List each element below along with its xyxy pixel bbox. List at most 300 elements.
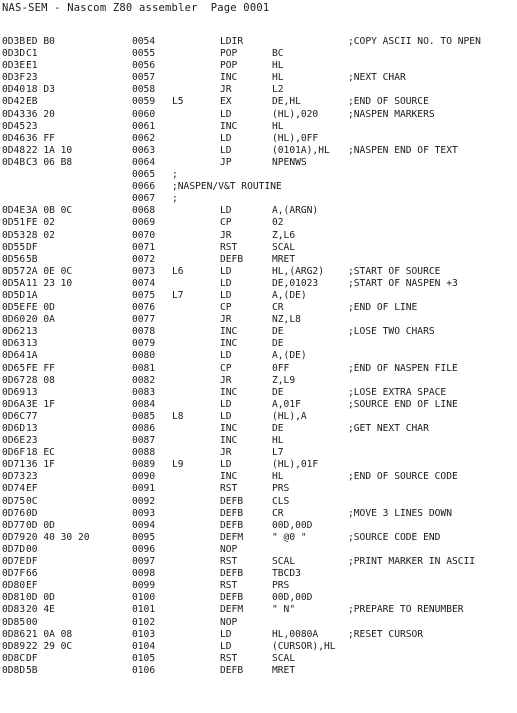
- line-number: 0073: [132, 265, 156, 277]
- object-code: 5B: [26, 253, 38, 265]
- address: 0D6A: [2, 398, 26, 410]
- mnemonic: CP: [220, 217, 232, 229]
- listing-row: [0, 592, 517, 604]
- line-number: 0084: [132, 398, 156, 410]
- line-number: 0058: [132, 84, 156, 96]
- mnemonic: CP: [220, 362, 232, 374]
- line-number: 0091: [132, 483, 156, 495]
- listing-row: [0, 508, 517, 520]
- label: ;: [172, 193, 178, 205]
- line-number: 0094: [132, 519, 156, 531]
- listing-row: [0, 568, 517, 580]
- mnemonic: DEFB: [220, 592, 244, 604]
- address: 0D8C: [2, 652, 26, 664]
- operand: (HL),0FF: [272, 132, 319, 144]
- line-number: 0063: [132, 144, 156, 156]
- address: 0D56: [2, 253, 26, 265]
- comment: ;NASPEN MARKERS: [348, 108, 435, 120]
- operand: HL: [272, 435, 284, 447]
- operand: (0101A),HL: [272, 144, 330, 156]
- address: 0D81: [2, 592, 26, 604]
- line-number: 0066: [132, 181, 156, 193]
- object-code: 23: [26, 72, 38, 84]
- label: L9: [172, 459, 184, 471]
- object-code: 1A: [26, 350, 38, 362]
- listing-row: [0, 496, 517, 508]
- address: 0D40: [2, 84, 26, 96]
- operand: 0FF: [272, 362, 290, 374]
- line-number: 0082: [132, 374, 156, 386]
- operand: MRET: [272, 664, 296, 676]
- label: L7: [172, 289, 184, 301]
- mnemonic: NOP: [220, 616, 238, 628]
- address: 0D71: [2, 459, 26, 471]
- object-code: EB: [26, 96, 38, 108]
- listing-row: [0, 72, 517, 84]
- line-number: 0097: [132, 556, 156, 568]
- address: 0D5E: [2, 302, 26, 314]
- mnemonic: LDIR: [220, 36, 244, 47]
- comment: ;PREPARE TO RENUMBER: [348, 604, 464, 616]
- listing-row: [0, 181, 517, 193]
- mnemonic: JR: [220, 84, 232, 96]
- object-code: 23: [26, 120, 38, 132]
- operand: A,(DE): [272, 289, 307, 301]
- mnemonic: EX: [220, 96, 232, 108]
- address: 0D51: [2, 217, 26, 229]
- object-code: 13: [26, 338, 38, 350]
- operand: A,(DE): [272, 350, 307, 362]
- address: 0D3D: [2, 48, 26, 60]
- object-code: FE 02: [26, 217, 55, 229]
- object-code: 20 40 30 20: [26, 531, 90, 543]
- object-code: C3 06 B8: [26, 156, 73, 168]
- object-code: 11 23 10: [26, 277, 73, 289]
- line-number: 0057: [132, 72, 156, 84]
- line-number: 0055: [132, 48, 156, 60]
- mnemonic: DEFM: [220, 604, 244, 616]
- listing-row: [0, 556, 517, 568]
- mnemonic: LD: [220, 205, 232, 217]
- object-code: 3A 0B 0C: [26, 205, 73, 217]
- listing-row: [0, 121, 517, 133]
- mnemonic: INC: [220, 386, 238, 398]
- mnemonic: INC: [220, 435, 238, 447]
- listing-row: [0, 326, 517, 338]
- operand: PRS: [272, 483, 290, 495]
- line-number: 0067: [132, 193, 156, 205]
- operand: " @0 ": [272, 531, 307, 543]
- address: 0D57: [2, 265, 26, 277]
- listing-row: [0, 532, 517, 544]
- comment: ;LOSE TWO CHARS: [348, 326, 435, 338]
- comment: ;START OF SOURCE: [348, 265, 441, 277]
- mnemonic: POP: [220, 60, 238, 72]
- listing-row: [0, 641, 517, 653]
- line-number: 0072: [132, 253, 156, 265]
- address: 0D6D: [2, 423, 26, 434]
- line-number: 0077: [132, 314, 156, 326]
- object-code: 36 FF: [26, 132, 55, 144]
- mnemonic: JR: [220, 229, 232, 241]
- address: 0D62: [2, 326, 26, 338]
- object-code: EF: [26, 580, 38, 592]
- listing-row: [0, 387, 517, 399]
- operand: SCAL: [272, 652, 296, 664]
- mnemonic: INC: [220, 471, 238, 483]
- address: 0D80: [2, 580, 26, 592]
- mnemonic: NOP: [220, 543, 238, 555]
- address: 0D64: [2, 350, 26, 362]
- address: 0D43: [2, 108, 26, 120]
- comment: ;GET NEXT CHAR: [348, 423, 429, 434]
- listing-row: [0, 278, 517, 290]
- mnemonic: LD: [220, 350, 232, 362]
- address: 0D63: [2, 338, 26, 350]
- address: 0D6E: [2, 435, 26, 447]
- mnemonic: LD: [220, 289, 232, 301]
- object-code: 0D 0D: [26, 592, 55, 604]
- operand: L2: [272, 84, 284, 96]
- comment: ;SOURCE END OF LINE: [348, 398, 458, 410]
- line-number: 0080: [132, 350, 156, 362]
- object-code: 77: [26, 410, 38, 422]
- operand: Z,L9: [272, 374, 296, 386]
- line-number: 0090: [132, 471, 156, 483]
- line-number: 0099: [132, 580, 156, 592]
- listing-row: [0, 338, 517, 350]
- operand: HL: [272, 471, 284, 483]
- operand: 02: [272, 217, 284, 229]
- mnemonic: DEFB: [220, 519, 244, 531]
- operand: (HL),020: [272, 108, 319, 120]
- object-code: E1: [26, 60, 38, 72]
- listing-row: [0, 36, 517, 48]
- address: 0D5A: [2, 277, 26, 289]
- line-number: 0103: [132, 628, 156, 640]
- line-number: 0076: [132, 302, 156, 314]
- label: L8: [172, 410, 184, 422]
- listing-row: [0, 230, 517, 242]
- line-number: 0060: [132, 108, 156, 120]
- address: 0D48: [2, 144, 26, 156]
- operand: SCAL: [272, 556, 296, 568]
- object-code: 0C: [26, 495, 38, 507]
- comment: ;SOURCE CODE END: [348, 531, 441, 543]
- object-code: DF: [26, 556, 38, 568]
- mnemonic: JR: [220, 314, 232, 326]
- line-number: 0071: [132, 241, 156, 253]
- mnemonic: LD: [220, 265, 232, 277]
- mnemonic: LD: [220, 144, 232, 156]
- operand: BC: [272, 48, 284, 60]
- operand: DE,01023: [272, 277, 319, 289]
- listing-row: [0, 483, 517, 495]
- address: 0D3F: [2, 72, 26, 84]
- mnemonic: LD: [220, 410, 232, 422]
- line-number: 0085: [132, 410, 156, 422]
- mnemonic: INC: [220, 72, 238, 84]
- line-number: 0100: [132, 592, 156, 604]
- listing-row: [0, 169, 517, 181]
- object-code: 23: [26, 435, 38, 447]
- line-number: 0061: [132, 120, 156, 132]
- line-number: 0098: [132, 568, 156, 580]
- object-code: 22 29 0C: [26, 640, 73, 652]
- line-number: 0074: [132, 277, 156, 289]
- line-number: 0087: [132, 435, 156, 447]
- operand: DE: [272, 338, 284, 350]
- listing-row: [0, 145, 517, 157]
- line-number: 0088: [132, 447, 156, 459]
- mnemonic: RST: [220, 241, 238, 253]
- comment: ;NASPEN END OF TEXT: [348, 144, 458, 156]
- line-number: 0095: [132, 531, 156, 543]
- listing-row: [0, 617, 517, 629]
- object-code: DF: [26, 652, 38, 664]
- address: 0D79: [2, 531, 26, 543]
- object-code: 66: [26, 568, 38, 580]
- mnemonic: INC: [220, 326, 238, 338]
- address: 0D4B: [2, 156, 26, 168]
- line-number: 0096: [132, 543, 156, 555]
- object-code: 28 08: [26, 374, 55, 386]
- mnemonic: RST: [220, 580, 238, 592]
- address: 0D83: [2, 604, 26, 616]
- object-code: 13: [26, 326, 38, 338]
- line-number: 0092: [132, 495, 156, 507]
- operand: HL,0080A: [272, 628, 319, 640]
- comment: ;MOVE 3 LINES DOWN: [348, 507, 452, 519]
- mnemonic: LD: [220, 640, 232, 652]
- listing-row: [0, 520, 517, 532]
- address: 0D74: [2, 483, 26, 495]
- line-number: 0083: [132, 386, 156, 398]
- listing-row: [0, 266, 517, 278]
- listing-row: [0, 580, 517, 592]
- listing-row: [0, 109, 517, 121]
- listing-row: [0, 375, 517, 387]
- label: L5: [172, 96, 184, 108]
- comment: ;RESET CURSOR: [348, 628, 424, 640]
- mnemonic: RST: [220, 652, 238, 664]
- object-code: FE 0D: [26, 302, 55, 314]
- address: 0D4E: [2, 205, 26, 217]
- object-code: 13: [26, 386, 38, 398]
- operand: 00D,00D: [272, 592, 313, 604]
- address: 0D53: [2, 229, 26, 241]
- mnemonic: DEFB: [220, 507, 244, 519]
- line-number: 0062: [132, 132, 156, 144]
- mnemonic: LD: [220, 108, 232, 120]
- line-number: 0056: [132, 60, 156, 72]
- object-code: EF: [26, 483, 38, 495]
- object-code: 36 1F: [26, 459, 55, 471]
- operand: 00D,00D: [272, 519, 313, 531]
- line-number: 0054: [132, 36, 156, 47]
- listing-row: [0, 629, 517, 641]
- operand: CLS: [272, 495, 290, 507]
- line-number: 0070: [132, 229, 156, 241]
- address: 0D86: [2, 628, 26, 640]
- page-header: NAS-SEM - Nascom Z80 assembler Page 0001: [2, 2, 270, 14]
- address: 0D73: [2, 471, 26, 483]
- mnemonic: RST: [220, 556, 238, 568]
- operand: (HL),A: [272, 410, 307, 422]
- address: 0D55: [2, 241, 26, 253]
- object-code: C1: [26, 48, 38, 60]
- listing-row: [0, 350, 517, 362]
- mnemonic: LD: [220, 277, 232, 289]
- listing-row: [0, 435, 517, 447]
- object-code: 2A 0E 0C: [26, 265, 73, 277]
- listing-row: [0, 193, 517, 205]
- object-code: 3E 1F: [26, 398, 55, 410]
- address: 0D69: [2, 386, 26, 398]
- address: 0D3B: [2, 36, 26, 47]
- listing-row: [0, 96, 517, 108]
- listing-row: [0, 411, 517, 423]
- mnemonic: INC: [220, 120, 238, 132]
- listing-row: [0, 133, 517, 145]
- label: ;NASPEN/V&T ROUTINE: [172, 181, 282, 193]
- line-number: 0105: [132, 652, 156, 664]
- listing-row: [0, 471, 517, 483]
- listing-row: [0, 84, 517, 96]
- listing-row: [0, 653, 517, 665]
- object-code: 00: [26, 616, 38, 628]
- mnemonic: DEFM: [220, 531, 244, 543]
- address: 0D65: [2, 362, 26, 374]
- object-code: 5B: [26, 664, 38, 676]
- address: 0D76: [2, 507, 26, 519]
- comment: ;START OF NASPEN +3: [348, 277, 458, 289]
- listing-row: [0, 399, 517, 411]
- object-code: 0D 0D: [26, 519, 55, 531]
- object-code: 18 EC: [26, 447, 55, 459]
- line-number: 0086: [132, 423, 156, 434]
- address: 0D3E: [2, 60, 26, 72]
- line-number: 0068: [132, 205, 156, 217]
- line-number: 0064: [132, 156, 156, 168]
- address: 0D7D: [2, 543, 26, 555]
- comment: ;LOSE EXTRA SPACE: [348, 386, 447, 398]
- listing-row: [0, 423, 517, 435]
- listing-row: [0, 157, 517, 169]
- operand: DE: [272, 386, 284, 398]
- comment: ;END OF SOURCE CODE: [348, 471, 458, 483]
- line-number: 0104: [132, 640, 156, 652]
- mnemonic: INC: [220, 338, 238, 350]
- operand: MRET: [272, 253, 296, 265]
- comment: ;END OF SOURCE: [348, 96, 429, 108]
- operand: HL,(ARG2): [272, 265, 324, 277]
- line-number: 0106: [132, 664, 156, 676]
- mnemonic: DEFB: [220, 568, 244, 580]
- object-code: 0D: [26, 507, 38, 519]
- line-number: 0069: [132, 217, 156, 229]
- listing-row: [0, 242, 517, 254]
- operand: DE: [272, 423, 284, 434]
- mnemonic: LD: [220, 398, 232, 410]
- assembly-listing: [0, 36, 517, 677]
- listing-row: [0, 665, 517, 677]
- listing-row: [0, 290, 517, 302]
- mnemonic: JR: [220, 374, 232, 386]
- operand: HL: [272, 120, 284, 132]
- listing-row: [0, 302, 517, 314]
- line-number: 0065: [132, 169, 156, 181]
- address: 0D7E: [2, 556, 26, 568]
- comment: ;END OF LINE: [348, 302, 418, 314]
- line-number: 0079: [132, 338, 156, 350]
- line-number: 0078: [132, 326, 156, 338]
- address: 0D75: [2, 495, 26, 507]
- address: 0D6F: [2, 447, 26, 459]
- mnemonic: INC: [220, 423, 238, 434]
- mnemonic: LD: [220, 628, 232, 640]
- line-number: 0093: [132, 507, 156, 519]
- operand: (CURSOR),HL: [272, 640, 336, 652]
- object-code: 20 0A: [26, 314, 55, 326]
- listing-row: [0, 314, 517, 326]
- address: 0D85: [2, 616, 26, 628]
- operand: L7: [272, 447, 284, 459]
- address: 0D67: [2, 374, 26, 386]
- listing-row: [0, 604, 517, 616]
- address: 0D8D: [2, 664, 26, 676]
- address: 0D89: [2, 640, 26, 652]
- listing-row: [0, 544, 517, 556]
- object-code: 36 20: [26, 108, 55, 120]
- object-code: FE FF: [26, 362, 55, 374]
- object-code: ED B0: [26, 36, 55, 47]
- label: ;: [172, 169, 178, 181]
- listing-row: [0, 205, 517, 217]
- listing-row: [0, 60, 517, 72]
- operand: NPENWS: [272, 156, 307, 168]
- operand: DE: [272, 326, 284, 338]
- mnemonic: LD: [220, 459, 232, 471]
- object-code: DF: [26, 241, 38, 253]
- line-number: 0081: [132, 362, 156, 374]
- listing-row: [0, 48, 517, 60]
- operand: DE,HL: [272, 96, 301, 108]
- line-number: 0101: [132, 604, 156, 616]
- comment: ;COPY ASCII NO. TO NPEN: [348, 36, 481, 47]
- operand: SCAL: [272, 241, 296, 253]
- comment: ;PRINT MARKER IN ASCII: [348, 556, 476, 568]
- address: 0D46: [2, 132, 26, 144]
- object-code: 23: [26, 471, 38, 483]
- object-code: 22 1A 10: [26, 144, 73, 156]
- address: 0D5D: [2, 289, 26, 301]
- operand: HL: [272, 72, 284, 84]
- line-number: 0089: [132, 459, 156, 471]
- comment: ;END OF NASPEN FILE: [348, 362, 458, 374]
- operand: HL: [272, 60, 284, 72]
- mnemonic: JR: [220, 447, 232, 459]
- mnemonic: CP: [220, 302, 232, 314]
- line-number: 0059: [132, 96, 156, 108]
- object-code: 21 0A 08: [26, 628, 73, 640]
- object-code: 1A: [26, 289, 38, 301]
- object-code: 00: [26, 543, 38, 555]
- operand: (HL),01F: [272, 459, 319, 471]
- address: 0D77: [2, 519, 26, 531]
- listing-row: [0, 363, 517, 375]
- operand: TBCD3: [272, 568, 301, 580]
